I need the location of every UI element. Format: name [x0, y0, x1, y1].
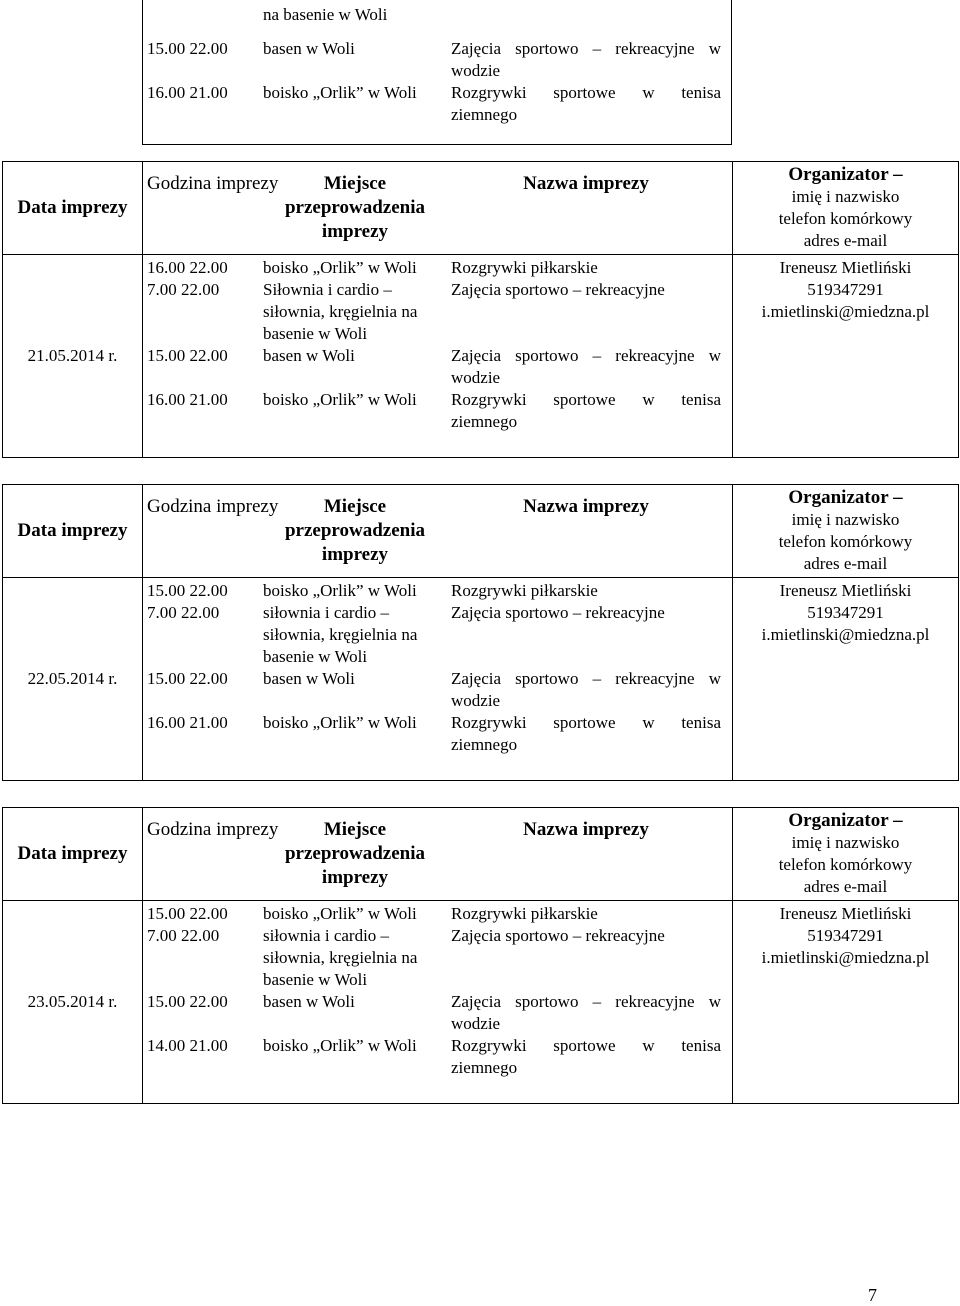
data-row	[3, 578, 959, 781]
organizer-name: Ireneusz Mietliński	[779, 258, 912, 277]
event-place: siłownia i cardio – siłownia, kręgielnia na basenie w Woli	[263, 603, 418, 666]
event-name: Zajęcia sportowo – rekreacyjne	[451, 280, 665, 299]
event-place: basen w Woli	[263, 992, 355, 1011]
event-row	[143, 82, 731, 126]
event-row	[143, 257, 732, 279]
organizer-cell	[733, 578, 959, 781]
event-time: 16.00 21.00	[147, 390, 228, 409]
organizer-sub: imię i nazwisko	[791, 510, 900, 529]
event-name: Rozgrywki piłkarskie	[451, 258, 598, 277]
organizer-sub: adres e-mail	[803, 554, 888, 573]
event-name: Rozgrywki sportowe w tenisa ziemnego	[451, 713, 721, 754]
header-organizer	[733, 808, 959, 901]
event-time: 14.00 21.00	[147, 1036, 228, 1055]
event-place: siłownia i cardio – siłownia, kręgielnia na basenie w Woli	[263, 926, 418, 989]
organizer-sub: adres e-mail	[803, 877, 888, 896]
organizer-email: i.mietlinski@miedzna.pl	[761, 302, 930, 321]
event-row	[143, 389, 732, 433]
organizer-phone: 519347291	[807, 280, 884, 299]
event-time: 15.00 22.00	[147, 346, 228, 365]
events-cell	[143, 578, 733, 781]
event-date: 22.05.2014 r.	[3, 578, 143, 781]
header-row	[3, 808, 959, 901]
event-place: basen w Woli	[263, 346, 355, 365]
header-name: Nazwa imprezy	[523, 819, 649, 840]
schedule-table-1	[2, 161, 959, 458]
organizer-title: Organizator –	[788, 487, 903, 508]
event-row	[143, 279, 732, 345]
header-place: Miejsce przeprowadzenia imprezy	[284, 173, 426, 242]
header-middle	[143, 485, 733, 578]
event-place: boisko „Orlik” w Woli	[263, 1036, 417, 1055]
header-time: Godzina imprezy	[147, 496, 279, 517]
event-row	[143, 580, 732, 602]
event-name: Zajęcia sportowo – rekreacyjne	[451, 926, 665, 945]
event-date: 23.05.2014 r.	[3, 901, 143, 1104]
header-middle	[143, 162, 733, 255]
event-place: boisko „Orlik” w Woli	[263, 258, 417, 277]
organizer-email: i.mietlinski@miedzna.pl	[761, 625, 930, 644]
header-time: Godzina imprezy	[147, 173, 279, 194]
events-cell	[143, 901, 733, 1104]
header-organizer	[733, 485, 959, 578]
organizer-name: Ireneusz Mietliński	[779, 581, 912, 600]
event-time: 15.00 22.00	[147, 992, 228, 1011]
event-name: Rozgrywki piłkarskie	[451, 904, 598, 923]
event-date: 21.05.2014 r.	[3, 255, 143, 458]
events-cell	[143, 255, 733, 458]
event-name: Zajęcia sportowo – rekreacyjne w wodzie	[451, 669, 721, 710]
header-name: Nazwa imprezy	[523, 173, 649, 194]
event-place: boisko „Orlik” w Woli	[263, 904, 417, 923]
organizer-name: Ireneusz Mietliński	[779, 904, 912, 923]
event-time: 7.00 22.00	[147, 603, 220, 622]
event-row	[143, 712, 732, 756]
header-row	[3, 162, 959, 255]
event-place: basen w Woli	[263, 669, 355, 688]
event-row	[143, 903, 732, 925]
event-row	[143, 991, 732, 1035]
event-time: 15.00 22.00	[147, 669, 228, 688]
header-place: Miejsce przeprowadzenia imprezy	[284, 496, 426, 565]
event-time: 15.00 22.00	[147, 581, 228, 600]
top-fragment-events-cell	[143, 0, 732, 145]
event-place: boisko „Orlik” w Woli	[263, 390, 417, 409]
data-row	[3, 901, 959, 1104]
top-fragment-table	[142, 0, 732, 145]
event-name: Rozgrywki sportowe w tenisa ziemnego	[451, 83, 721, 124]
header-row	[3, 485, 959, 578]
event-row	[143, 1035, 732, 1079]
organizer-title: Organizator –	[788, 164, 903, 185]
page-number: 7	[868, 1285, 877, 1305]
event-place: boisko „Orlik” w Woli	[263, 581, 417, 600]
header-middle	[143, 808, 733, 901]
header-date: Data imprezy	[3, 808, 143, 901]
organizer-email: i.mietlinski@miedzna.pl	[761, 948, 930, 967]
event-place: Siłownia i cardio – siłownia, kręgielnia na basenie w Woli	[263, 280, 418, 343]
event-name: Rozgrywki piłkarskie	[451, 581, 598, 600]
schedule-table-3	[2, 807, 959, 1104]
event-place: na basenie w Woli	[263, 5, 388, 24]
event-time: 16.00 22.00	[147, 258, 228, 277]
event-place: basen w Woli	[263, 39, 355, 58]
event-place: boisko „Orlik” w Woli	[263, 83, 417, 102]
header-place: Miejsce przeprowadzenia imprezy	[284, 819, 426, 888]
organizer-sub: imię i nazwisko	[791, 833, 900, 852]
event-time: 7.00 22.00	[147, 926, 220, 945]
event-row	[143, 345, 732, 389]
event-place: boisko „Orlik” w Woli	[263, 713, 417, 732]
organizer-sub: telefon komórkowy	[778, 855, 913, 874]
event-row	[143, 38, 731, 82]
event-name: Rozgrywki sportowe w tenisa ziemnego	[451, 1036, 721, 1077]
header-time: Godzina imprezy	[147, 819, 279, 840]
event-time: 15.00 22.00	[147, 39, 228, 58]
header-organizer	[733, 162, 959, 255]
header-name: Nazwa imprezy	[523, 496, 649, 517]
data-row	[3, 255, 959, 458]
event-time: 16.00 21.00	[147, 83, 228, 102]
organizer-phone: 519347291	[807, 603, 884, 622]
event-name	[447, 4, 721, 26]
event-name: Zajęcia sportowo – rekreacyjne	[451, 603, 665, 622]
event-time: 7.00 22.00	[147, 280, 220, 299]
event-row	[143, 602, 732, 668]
organizer-sub: telefon komórkowy	[778, 209, 913, 228]
event-name: Zajęcia sportowo – rekreacyjne w wodzie	[451, 39, 721, 80]
organizer-cell	[733, 901, 959, 1104]
event-name: Zajęcia sportowo – rekreacyjne w wodzie	[451, 992, 721, 1033]
organizer-phone: 519347291	[807, 926, 884, 945]
header-date: Data imprezy	[3, 485, 143, 578]
header-date: Data imprezy	[3, 162, 143, 255]
event-row	[143, 668, 732, 712]
event-time: 15.00 22.00	[147, 904, 228, 923]
event-name: Rozgrywki sportowe w tenisa ziemnego	[451, 390, 721, 431]
event-time	[143, 4, 263, 26]
organizer-sub: telefon komórkowy	[778, 532, 913, 551]
organizer-sub: imię i nazwisko	[791, 187, 900, 206]
event-row	[143, 4, 731, 26]
event-row	[143, 925, 732, 991]
event-time: 16.00 21.00	[147, 713, 228, 732]
organizer-title: Organizator –	[788, 810, 903, 831]
schedule-table-2	[2, 484, 959, 781]
organizer-sub: adres e-mail	[803, 231, 888, 250]
event-name: Zajęcia sportowo – rekreacyjne w wodzie	[451, 346, 721, 387]
organizer-cell	[733, 255, 959, 458]
